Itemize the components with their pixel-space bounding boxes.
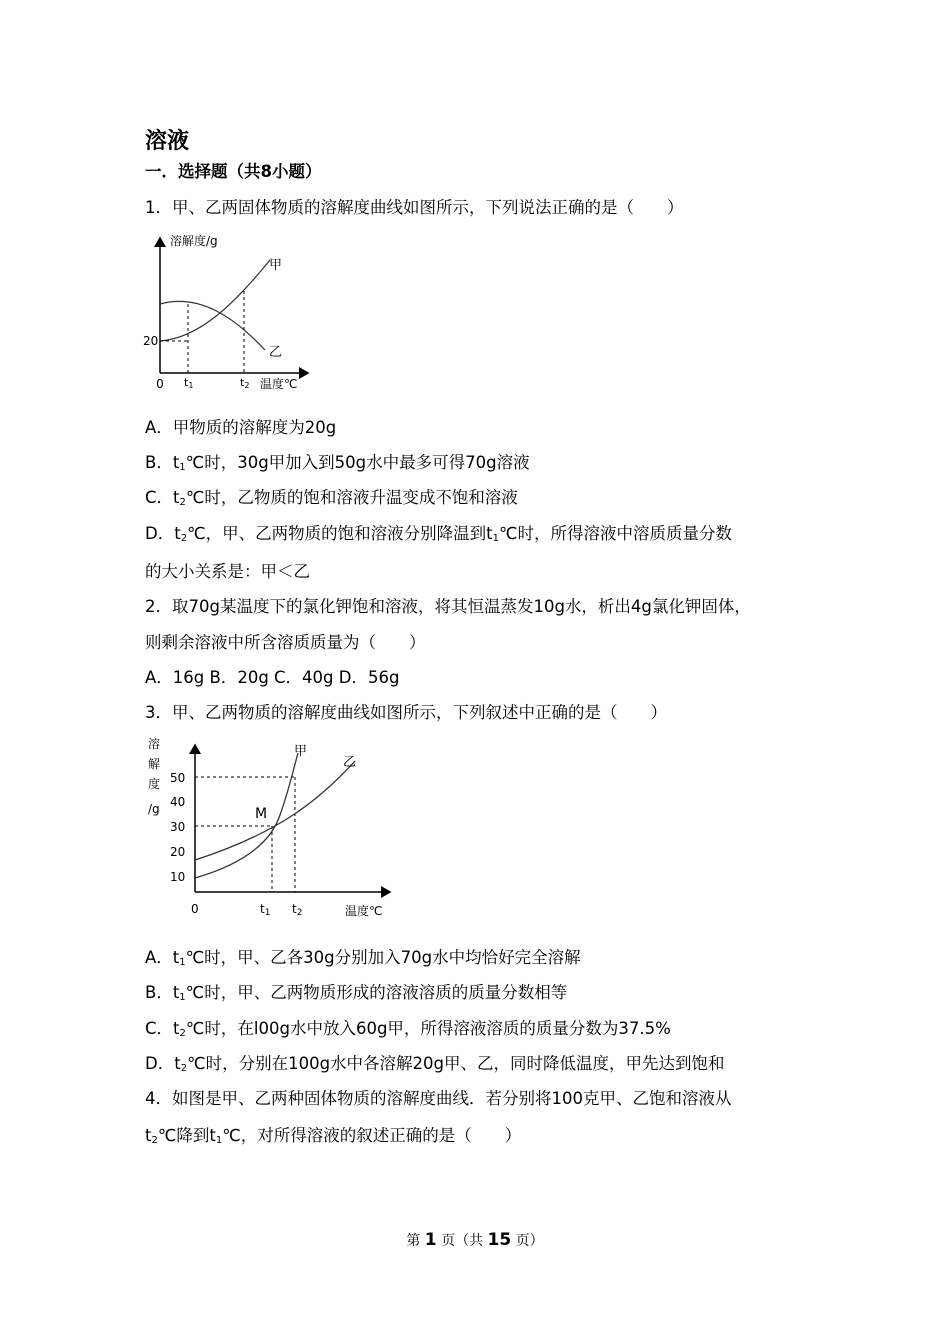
q3-curve-yi-label: 乙 — [343, 755, 357, 770]
q3-tick-20: 20 — [170, 845, 186, 859]
q1-xlabel: 温度℃ — [260, 377, 298, 391]
q3-point-m: M — [255, 806, 268, 822]
q3-t1-label: t1 — [260, 902, 271, 918]
q3-ylabel-2: 解 — [148, 757, 161, 771]
q3-tick-10: 10 — [170, 870, 186, 884]
q3-tick-50: 50 — [170, 771, 186, 785]
q1-y20-label: 20 — [143, 334, 159, 348]
page-footer: 第 1 页（共 15 页） — [406, 1230, 544, 1250]
q3-xlabel: 温度℃ — [345, 904, 383, 918]
q4-stem-line2: $t_2℃$降到$t_1℃$，对所得溶液的叙述正确的是（ ） — [145, 1126, 522, 1146]
page-number: 1 — [424, 1230, 437, 1250]
q1-option-d-cont: 的大小关系是：甲＜乙 — [145, 562, 310, 581]
q2-stem-line1: 2．取70g某温度下的氯化钾饱和溶液，将其恒温蒸发10g水，析出4g氯化钾固体， — [145, 597, 751, 616]
q1-option-a: A．甲物质的溶解度为20g — [145, 418, 337, 437]
q2-options: A．16g B．20g C．40g D．56g — [145, 668, 400, 687]
q1-curve-yi — [160, 301, 265, 350]
q2-stem-line2: 则剩余溶液中所含溶质质量为（ ） — [145, 633, 426, 652]
q1-curve-jia — [160, 260, 270, 341]
q3-option-d: D．$t_2℃$时，分别在100g水中各溶解20g甲、乙，同时降低温度，甲先达到饱和 — [145, 1054, 725, 1074]
q3-curve-jia — [195, 753, 298, 878]
q3-curve-jia-label: 甲 — [294, 744, 308, 759]
section-heading: 一．选择题（共8小题） — [145, 162, 322, 181]
q1-figure — [140, 228, 320, 396]
q3-ylabel-4: /g — [148, 802, 160, 816]
q1-stem: 1．甲、乙两固体物质的溶解度曲线如图所示，下列说法正确的是（ ） — [145, 198, 684, 217]
q3-t2-label: t2 — [292, 902, 303, 918]
q3-tick-40: 40 — [170, 795, 186, 809]
q1-option-d: D．$t_2℃$，甲、乙两物质的饱和溶液分别降温到$t_1℃$时，所得溶液中溶质质量分数 — [145, 524, 732, 544]
q1-t2-label: t2 — [240, 376, 250, 390]
q3-curve-yi — [195, 761, 355, 860]
q3-option-a: A．$t_1℃$时，甲、乙各30g分别加入70g水中均恰好完全溶解 — [145, 948, 581, 968]
q3-option-c: C．$t_2℃$时，在l00g水中放入60g甲，所得溶液溶质的质量分数为37.5% — [145, 1019, 671, 1039]
q3-origin: 0 — [191, 902, 199, 916]
page-title: 溶液 — [145, 129, 190, 154]
q1-t1-label: t1 — [184, 376, 194, 390]
q1-option-b: B．$t_1℃$时，30g甲加入到50g水中最多可得70g溶液 — [145, 453, 530, 473]
q1-option-c: C．$t_2℃$时，乙物质的饱和溶液升温变成不饱和溶液 — [145, 488, 518, 508]
q3-tick-30: 30 — [170, 820, 186, 834]
q3-figure — [140, 735, 400, 925]
q1-curve-jia-label: 甲 — [269, 258, 283, 273]
q1-ylabel: 溶解度/g — [170, 234, 218, 248]
page-total: 15 — [487, 1230, 512, 1250]
q1-origin: 0 — [156, 377, 164, 391]
q3-ylabel-3: 度 — [148, 777, 161, 791]
q4-stem-line1: 4．如图是甲、乙两种固体物质的溶解度曲线．若分别将100克甲、乙饱和溶液从 — [145, 1089, 732, 1108]
q3-stem: 3．甲、乙两物质的溶解度曲线如图所示，下列叙述中正确的是（ ） — [145, 703, 667, 722]
q3-option-b: B．$t_1℃$时，甲、乙两物质形成的溶液溶质的质量分数相等 — [145, 983, 568, 1003]
q1-curve-yi-label: 乙 — [269, 345, 283, 360]
q3-ylabel-1: 溶 — [148, 737, 161, 751]
